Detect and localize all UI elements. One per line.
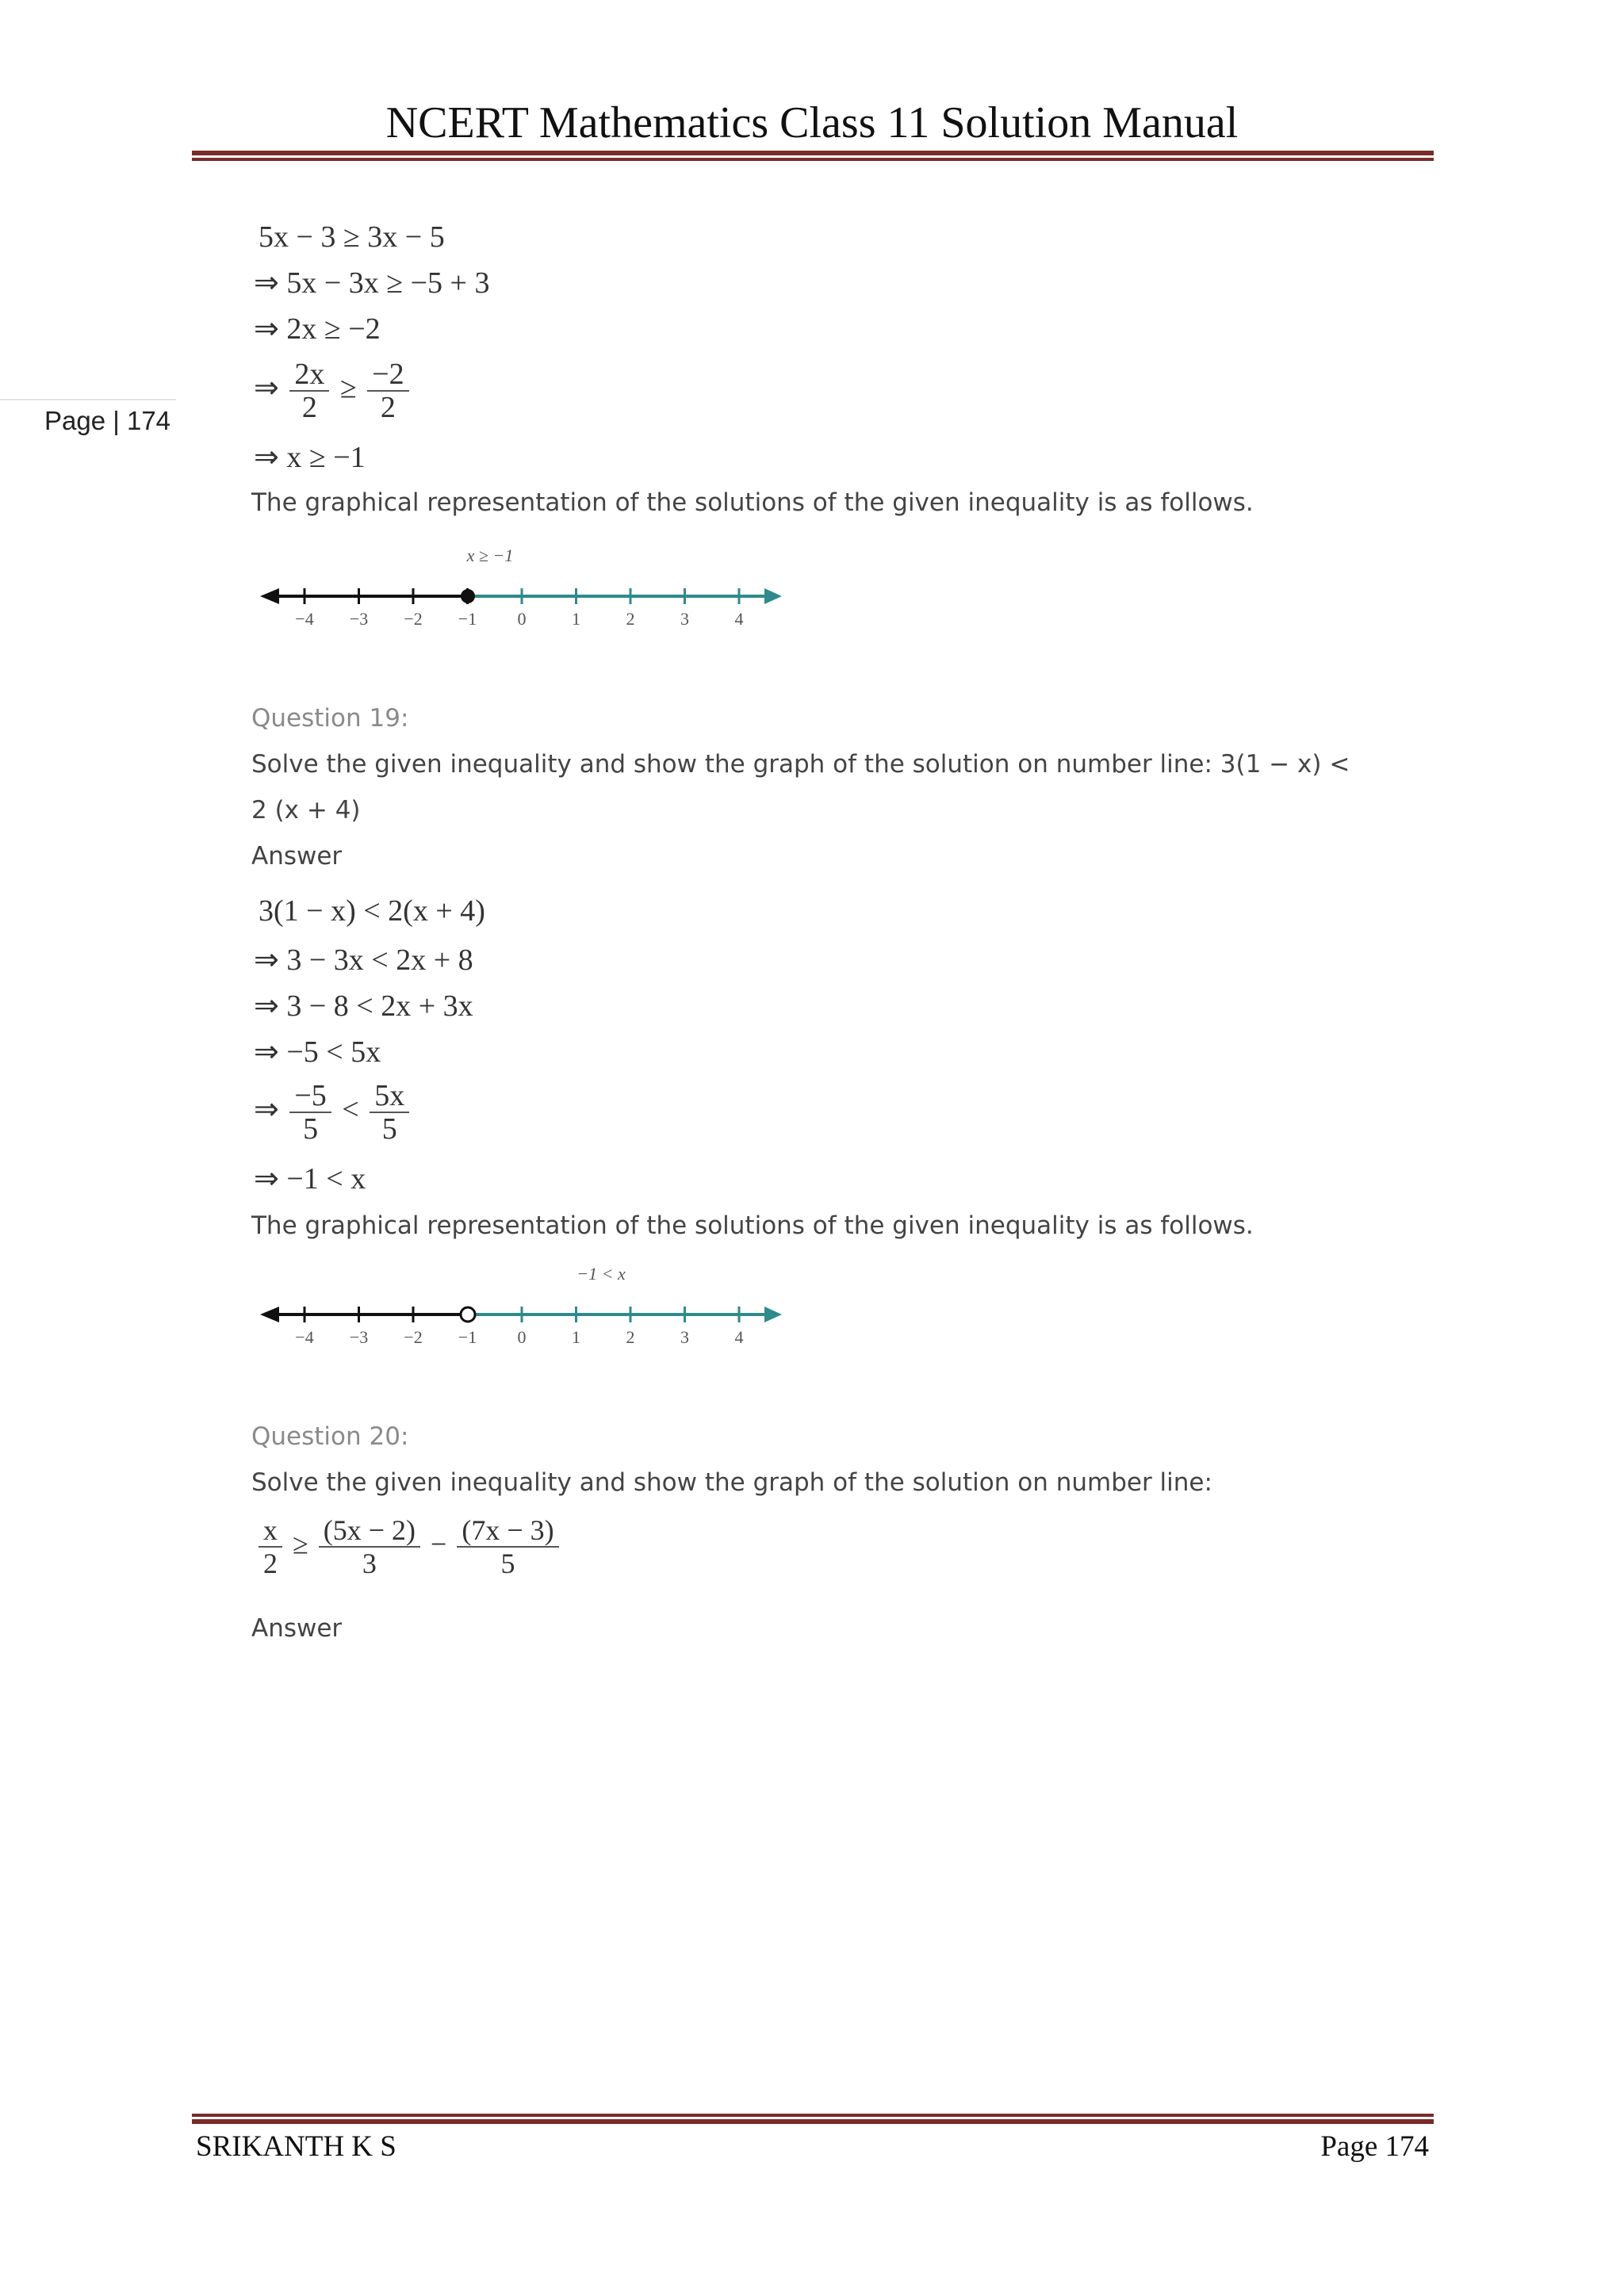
tick-label: 0 xyxy=(517,609,527,626)
graph-intro-text: The graphical representation of the solutions of the given inequality is as follows. xyxy=(251,1211,1254,1240)
tick-label: −3 xyxy=(349,1327,369,1345)
footer-author: SRIKANTH K S xyxy=(196,2130,396,2163)
fraction: $\frac{(7x - 3)}{5}$ xyxy=(457,1514,558,1579)
fraction: $\frac{x}{2}$ xyxy=(259,1514,282,1579)
side-divider xyxy=(0,399,176,400)
graph-intro-text: The graphical representation of the solutions of the given inequality is as follows. xyxy=(251,488,1254,517)
tick-label: 3 xyxy=(680,1327,689,1345)
fraction: $\frac{5x}{5}$ xyxy=(370,1080,409,1145)
tick-label: 2 xyxy=(626,1327,635,1345)
fraction: $\frac{-2}{2}$ xyxy=(367,358,408,423)
footer-page-number: Page 174 xyxy=(1320,2130,1429,2163)
math-fraction-line: ⇒ $\frac{-5}{5}$ < $\frac{5x}{5}$ xyxy=(254,1080,412,1145)
fraction: $\frac{-5}{5}$ xyxy=(289,1080,331,1145)
question-heading: Question 19: xyxy=(251,704,409,733)
tick-label: 4 xyxy=(734,1327,744,1345)
tick-label: −2 xyxy=(404,1327,423,1345)
math-fraction-line: $\frac{x}{2}$ ≥ $\frac{(5x - 2)}{3}$ − $\frac{(7x - 3)}{5}$ xyxy=(255,1514,562,1579)
side-page-label: Page | 174 xyxy=(44,406,171,435)
question-text: Solve the given inequality and show the graph of the solution on number line: xyxy=(251,1468,1212,1497)
tick-label: 2 xyxy=(626,609,635,626)
math-line: ⇒ 3 − 3x < 2x + 8 xyxy=(254,943,473,977)
graph-label: x ≥ −1 xyxy=(466,545,514,565)
closed-endpoint-dot xyxy=(461,589,475,603)
tick-marks xyxy=(295,588,743,626)
math-line: ⇒ 2x ≥ −2 xyxy=(254,312,381,346)
question-text: Solve the given inequality and show the graph of the solution on number line: 3(1 − x) < xyxy=(251,750,1350,779)
tick-label: −3 xyxy=(349,609,369,626)
math-line: ⇒ 5x − 3x ≥ −5 + 3 xyxy=(254,266,490,300)
implies-symbol: ⇒ xyxy=(254,1093,279,1127)
fraction: $\frac{(5x - 2)}{3}$ xyxy=(319,1514,420,1579)
tick-label: 4 xyxy=(734,609,744,626)
math-line: ⇒ −1 < x xyxy=(254,1162,366,1196)
math-fraction-line: ⇒ $\frac{2x}{2}$ ≥ $\frac{-2}{2}$ xyxy=(254,358,412,423)
tick-label: −4 xyxy=(295,1327,314,1345)
open-endpoint-circle xyxy=(461,1307,475,1322)
answer-label: Answer xyxy=(251,842,343,871)
footer-rule xyxy=(192,2114,1434,2124)
graph-label: −1 < x xyxy=(576,1264,626,1284)
tick-label: −2 xyxy=(404,609,423,626)
answer-label: Answer xyxy=(251,1614,343,1643)
math-line: ⇒ 3 − 8 < 2x + 3x xyxy=(254,989,473,1023)
tick-label: 1 xyxy=(572,609,580,626)
math-line: ⇒ x ≥ −1 xyxy=(254,441,366,474)
question-text: 2 (x + 4) xyxy=(251,796,361,825)
document-title: NCERT Mathematics Class 11 Solution Manual xyxy=(385,98,1239,147)
math-line: 5x − 3 ≥ 3x − 5 xyxy=(259,220,445,254)
tick-label: −1 xyxy=(458,1327,477,1345)
tick-marks xyxy=(295,1307,743,1345)
question-heading: Question 20: xyxy=(251,1422,409,1451)
fraction: $\frac{2x}{2}$ xyxy=(289,358,329,423)
tick-label: 3 xyxy=(680,609,689,626)
implies-symbol: ⇒ xyxy=(254,371,279,405)
math-line: ⇒ −5 < 5x xyxy=(254,1035,381,1069)
math-line: 3(1 − x) < 2(x + 4) xyxy=(259,894,485,928)
tick-label: −4 xyxy=(295,609,314,626)
number-line-graph xyxy=(252,1257,807,1345)
tick-label: 1 xyxy=(572,1327,580,1345)
tick-label: 0 xyxy=(517,1327,527,1345)
number-line-graph xyxy=(252,539,807,626)
tick-label: −1 xyxy=(458,609,477,626)
header-rule xyxy=(192,151,1434,161)
